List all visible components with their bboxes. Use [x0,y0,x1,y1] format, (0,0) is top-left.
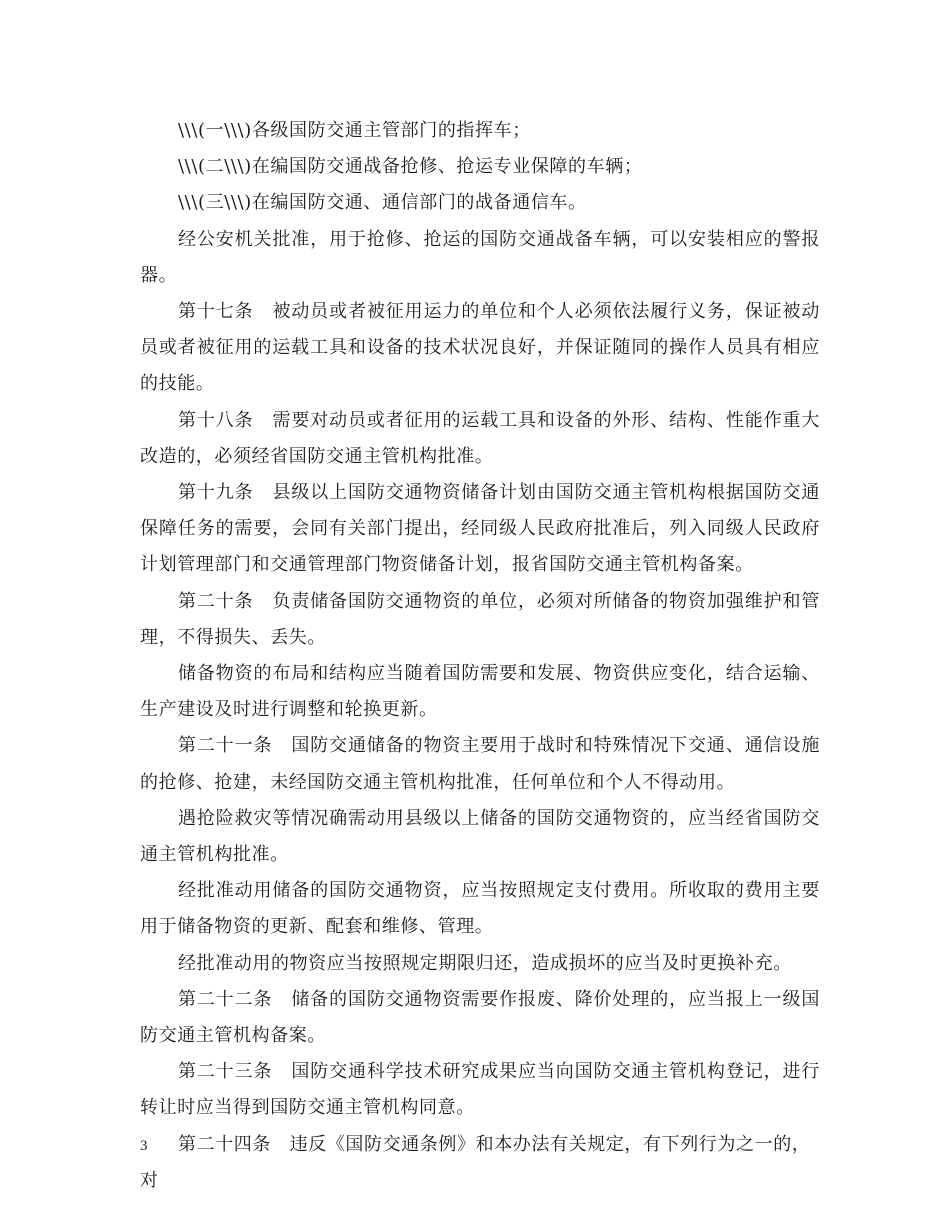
paragraph-alarm-approval: 经公安机关批准，用于抢修、抢运的国防交通战备车辆，可以安装相应的警报器。 [140,228,820,286]
article-24: 第二十四条 违反《国防交通条例》和本办法有关规定，有下列行为之一的，对 [140,1133,811,1191]
article-22: 第二十二条 储备的国防交通物资需要作报废、降价处理的，应当报上一级国防交通主管机构备案。 [140,988,820,1047]
article-21: 第二十一条 国防交通储备的物资主要用于战时和特殊情况下交通、通信设施的抢修、抢建，未经国防交通主管机构批准，任何单位和个人不得动用。 [140,735,820,793]
article-23: 第二十三条 国防交通科学技术研究成果应当向国防交通主管机构登记，进行转让时应当得到国防交通主管机构同意。 [140,1061,820,1119]
page-number: 3 [140,1138,148,1154]
paragraph-usage-fees: 经批准动用储备的国防交通物资，应当按照规定支付费用。所收取的费用主要用于储备物资的更新、配套和维修、管理。 [140,880,820,938]
paragraph-item-2: \\\(二\\\)在编国防交通战备抢修、抢运专业保障的车辆； [178,156,643,178]
paragraph-item-3: \\\(三\\\)在编国防交通、通信部门的战备通信车。 [178,192,587,214]
article-17: 第十七条 被动员或者被征用运力的单位和个人必须依法履行义务，保证被动员或者被征用的运载工具和设备的技术状况良好，并保证随同的操作人员具有相应的技能。 [140,301,820,395]
article-19: 第十九条 县级以上国防交通物资储备计划由国防交通主管机构根据国防交通保障任务的需要，会同有关部门提出，经同级人民政府批准后，列入同级人民政府计划管理部门和交通管理部门物资储备计划，报省国防交通主管机构备案。 [140,482,820,576]
paragraph-return-materials: 经批准动用的物资应当按照规定期限归还，造成损坏的应当及时更换补充。 [178,952,792,974]
paragraph-reserve-layout: 储备物资的布局和结构应当随着国防需要和发展、物资供应变化，结合运输、生产建设及时进行调整和轮换更新。 [140,663,820,721]
document-body [140,113,820,1199]
article-18: 第十八条 需要对动员或者征用的运载工具和设备的外形、结构、性能作重大改造的，必须经省国防交通主管机构批准。 [140,409,820,467]
article-20: 第二十条 负责储备国防交通物资的单位，必须对所储备的物资加强维护和管理，不得损失、丢失。 [140,590,820,648]
paragraph-item-1: \\\(一\\\)各级国防交通主管部门的指挥车； [178,120,531,141]
paragraph-disaster-use: 遇抢险救灾等情况确需动用县级以上储备的国防交通物资的，应当经省国防交通主管机构批准。 [140,807,820,866]
